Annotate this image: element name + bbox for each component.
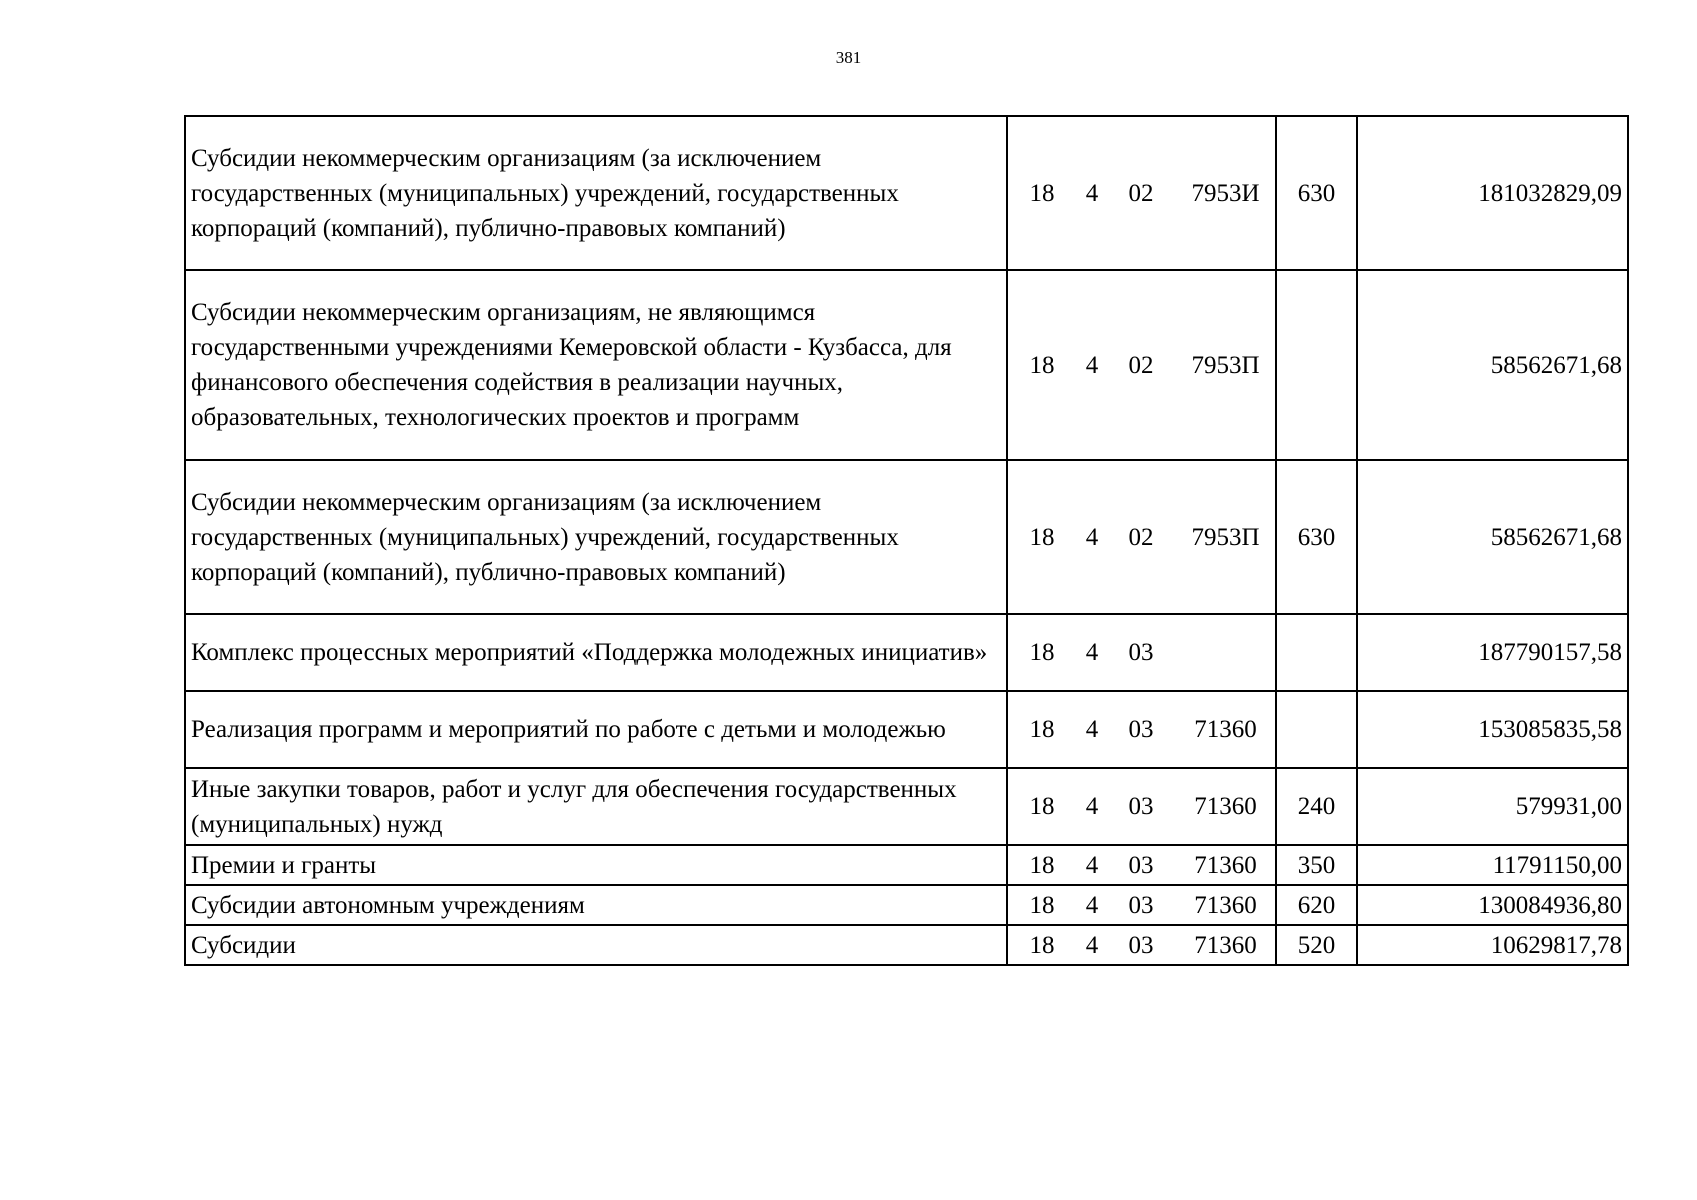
row-name: Иные закупки товаров, работ и услуг для обеспечения государственных (муниципальных) нужд <box>185 768 1007 845</box>
code-program: 18 <box>1029 523 1055 551</box>
code-program: 18 <box>1029 851 1055 879</box>
code-activity: 02 <box>1128 523 1154 551</box>
code-direction: 71360 <box>1194 716 1257 743</box>
code-activity: 03 <box>1128 851 1154 879</box>
row-expense-type: 620 <box>1276 885 1357 925</box>
row-expense-type: 240 <box>1276 768 1357 845</box>
row-sum: 58562671,68 <box>1357 460 1628 614</box>
table-row <box>185 270 1628 460</box>
row-sum: 58562671,68 <box>1357 270 1628 460</box>
code-activity: 03 <box>1128 639 1154 666</box>
code-program: 18 <box>1029 351 1055 379</box>
row-code <box>1007 925 1276 965</box>
table-row <box>185 925 1628 965</box>
code-activity: 02 <box>1128 179 1154 207</box>
code-program: 18 <box>1029 639 1055 666</box>
code-direction: 71360 <box>1194 851 1257 879</box>
row-sum: 187790157,58 <box>1357 614 1628 691</box>
row-name: Реализация программ и мероприятий по работе с детьми и молодежью <box>185 691 1007 768</box>
row-name: Субсидии некоммерческим организациям (за исключением государственных (муниципальных) учреждений, государственных корпораций (компаний), публично-правовых компаний) <box>185 116 1007 270</box>
row-name: Субсидии некоммерческим организациям, не являющимся государственными учреждениями Кемеровской области - Кузбасса, для финансового обеспечения содействия в реализации научных, образовательных, технологических проектов и программ <box>185 270 1007 460</box>
row-expense-type: 630 <box>1276 460 1357 614</box>
row-sum: 11791150,00 <box>1357 845 1628 885</box>
budget-table <box>184 115 1629 966</box>
code-activity: 02 <box>1128 351 1154 379</box>
code-subprogram: 4 <box>1085 851 1099 879</box>
row-sum: 579931,00 <box>1357 768 1628 845</box>
row-name: Субсидии <box>185 925 1007 965</box>
code-program: 18 <box>1029 931 1055 959</box>
code-subprogram: 4 <box>1085 891 1099 919</box>
code-subprogram: 4 <box>1085 639 1099 666</box>
row-code <box>1007 691 1276 768</box>
code-program: 18 <box>1029 891 1055 919</box>
row-name: Субсидии некоммерческим организациям (за исключением государственных (муниципальных) учреждений, государственных корпораций (компаний), публично-правовых компаний) <box>185 460 1007 614</box>
code-subprogram: 4 <box>1085 351 1099 379</box>
code-program: 18 <box>1029 179 1055 207</box>
row-sum: 10629817,78 <box>1357 925 1628 965</box>
table-row <box>185 845 1628 885</box>
row-expense-type: 630 <box>1276 116 1357 270</box>
table-row <box>185 691 1628 768</box>
row-name: Премии и гранты <box>185 845 1007 885</box>
table-row <box>185 768 1628 845</box>
row-sum: 153085835,58 <box>1357 691 1628 768</box>
row-expense-type <box>1276 691 1357 768</box>
code-activity: 03 <box>1128 716 1154 743</box>
row-code <box>1007 768 1276 845</box>
row-code <box>1007 614 1276 691</box>
code-program: 18 <box>1029 793 1055 820</box>
code-direction: 7953П <box>1191 523 1260 551</box>
row-code <box>1007 845 1276 885</box>
row-code <box>1007 116 1276 270</box>
row-expense-type: 350 <box>1276 845 1357 885</box>
code-subprogram: 4 <box>1085 931 1099 959</box>
code-direction: 71360 <box>1194 931 1257 959</box>
code-activity: 03 <box>1128 891 1154 919</box>
code-direction: 71360 <box>1194 793 1257 820</box>
table-row <box>185 614 1628 691</box>
row-name: Комплекс процессных мероприятий «Поддержка молодежных инициатив» <box>185 614 1007 691</box>
table-row <box>185 885 1628 925</box>
code-activity: 03 <box>1128 793 1154 820</box>
code-subprogram: 4 <box>1085 716 1099 743</box>
code-program: 18 <box>1029 716 1055 743</box>
page-number: 381 <box>835 48 862 67</box>
code-subprogram: 4 <box>1085 179 1099 207</box>
table-row <box>185 116 1628 270</box>
row-code <box>1007 460 1276 614</box>
code-direction: 7953И <box>1191 179 1260 207</box>
table-row <box>185 460 1628 614</box>
code-subprogram: 4 <box>1085 523 1099 551</box>
code-direction: 7953П <box>1191 351 1260 379</box>
row-name: Субсидии автономным учреждениям <box>185 885 1007 925</box>
row-expense-type <box>1276 614 1357 691</box>
row-expense-type: 520 <box>1276 925 1357 965</box>
row-code <box>1007 270 1276 460</box>
row-code <box>1007 885 1276 925</box>
code-direction: 71360 <box>1194 891 1257 919</box>
code-activity: 03 <box>1128 931 1154 959</box>
row-sum: 181032829,09 <box>1357 116 1628 270</box>
row-expense-type <box>1276 270 1357 460</box>
row-sum: 130084936,80 <box>1357 885 1628 925</box>
code-subprogram: 4 <box>1085 793 1099 820</box>
